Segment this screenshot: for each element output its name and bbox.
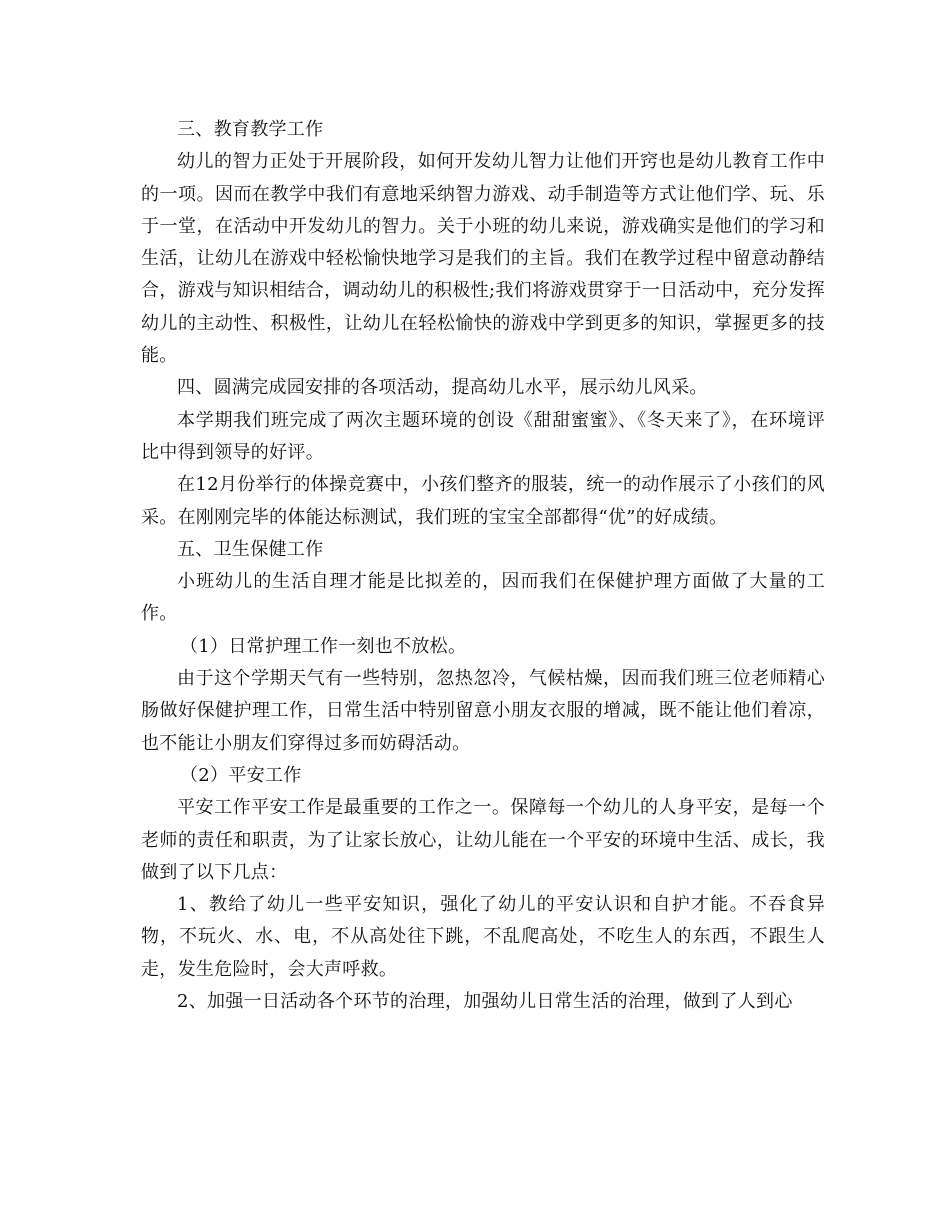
paragraph-weather-care: 由于这个学期天气有一些特别，忽热忽冷，气候枯燥，因而我们班三位老师精心肠做好保健护理工作，日常生活中特别留意小朋友衣服的增减，既不能让他们着凉，也不能让小朋友们穿得过多而妨碍活动。 <box>141 668 825 754</box>
section-heading-teaching: 三、教育教学工作 <box>177 119 324 140</box>
paragraph-self-care: 小班幼儿的生活自理才能是比拟差的，因而我们在保健护理方面做了大量的工作。 <box>141 571 825 625</box>
subheading-daily-care: （1）日常护理工作一刻也不放松。 <box>180 635 467 657</box>
paragraph-gymnastics: 在12月份举行的体操竞赛中，小孩们整齐的服装，统一的动作展示了小孩们的风采。在刚刚完毕的体能达标测试，我们班的宝宝全部都得“优”的好成绩。 <box>141 474 825 528</box>
section-heading-health: 五、卫生保健工作 <box>177 538 324 560</box>
list-item-safety-knowledge: 1、教给了幼儿一些平安知识，强化了幼儿的平安认识和自护才能。不吞食异物，不玩火、水、电，不从高处往下跳，不乱爬高处，不吃生人的东西，不跟生人走，发生危险时，会大声呼救。 <box>141 894 825 980</box>
document-body <box>141 114 825 1018</box>
list-item-daily-management: 2、加强一日活动各个环节的治理，加强幼儿日常生活的治理，做到了人到心 <box>177 991 793 1013</box>
section-heading-activities: 四、圆满完成园安排的各项活动，提高幼儿水平，展示幼儿风采。 <box>177 377 708 399</box>
paragraph-intelligence: 幼儿的智力正处于开展阶段，如何开发幼儿智力让他们开窍也是幼儿教育工作中的一项。因而在教学中我们有意地采纳智力游戏、动手制造等方式让他们学、玩、乐于一堂，在活动中开发幼儿的智力。关于小班的幼儿来说，游戏确实是他们的学习和生活，让幼儿在游戏中轻松愉快地学习是我们的主旨。我们在教学过程中留意动静结合，游戏与知识相结合，调动幼儿的积极性;我们将游戏贯穿于一日活动中，充分发挥幼儿的主动性、积极性，让幼儿在轻松愉快的游戏中学到更多的知识，掌握更多的技能。 <box>141 151 825 367</box>
paragraph-environment: 本学期我们班完成了两次主题环境的创设《甜甜蜜蜜》、《冬天来了》，在环境评比中得到领导的好评。 <box>141 409 825 463</box>
subheading-safety: （2）平安工作 <box>180 764 302 786</box>
paragraph-safety-intro: 平安工作平安工作是最重要的工作之一。保障每一个幼儿的人身平安，是每一个老师的责任和职责，为了让家长放心，让幼儿能在一个平安的环境中生活、成长，我做到了以下几点： <box>141 797 825 883</box>
